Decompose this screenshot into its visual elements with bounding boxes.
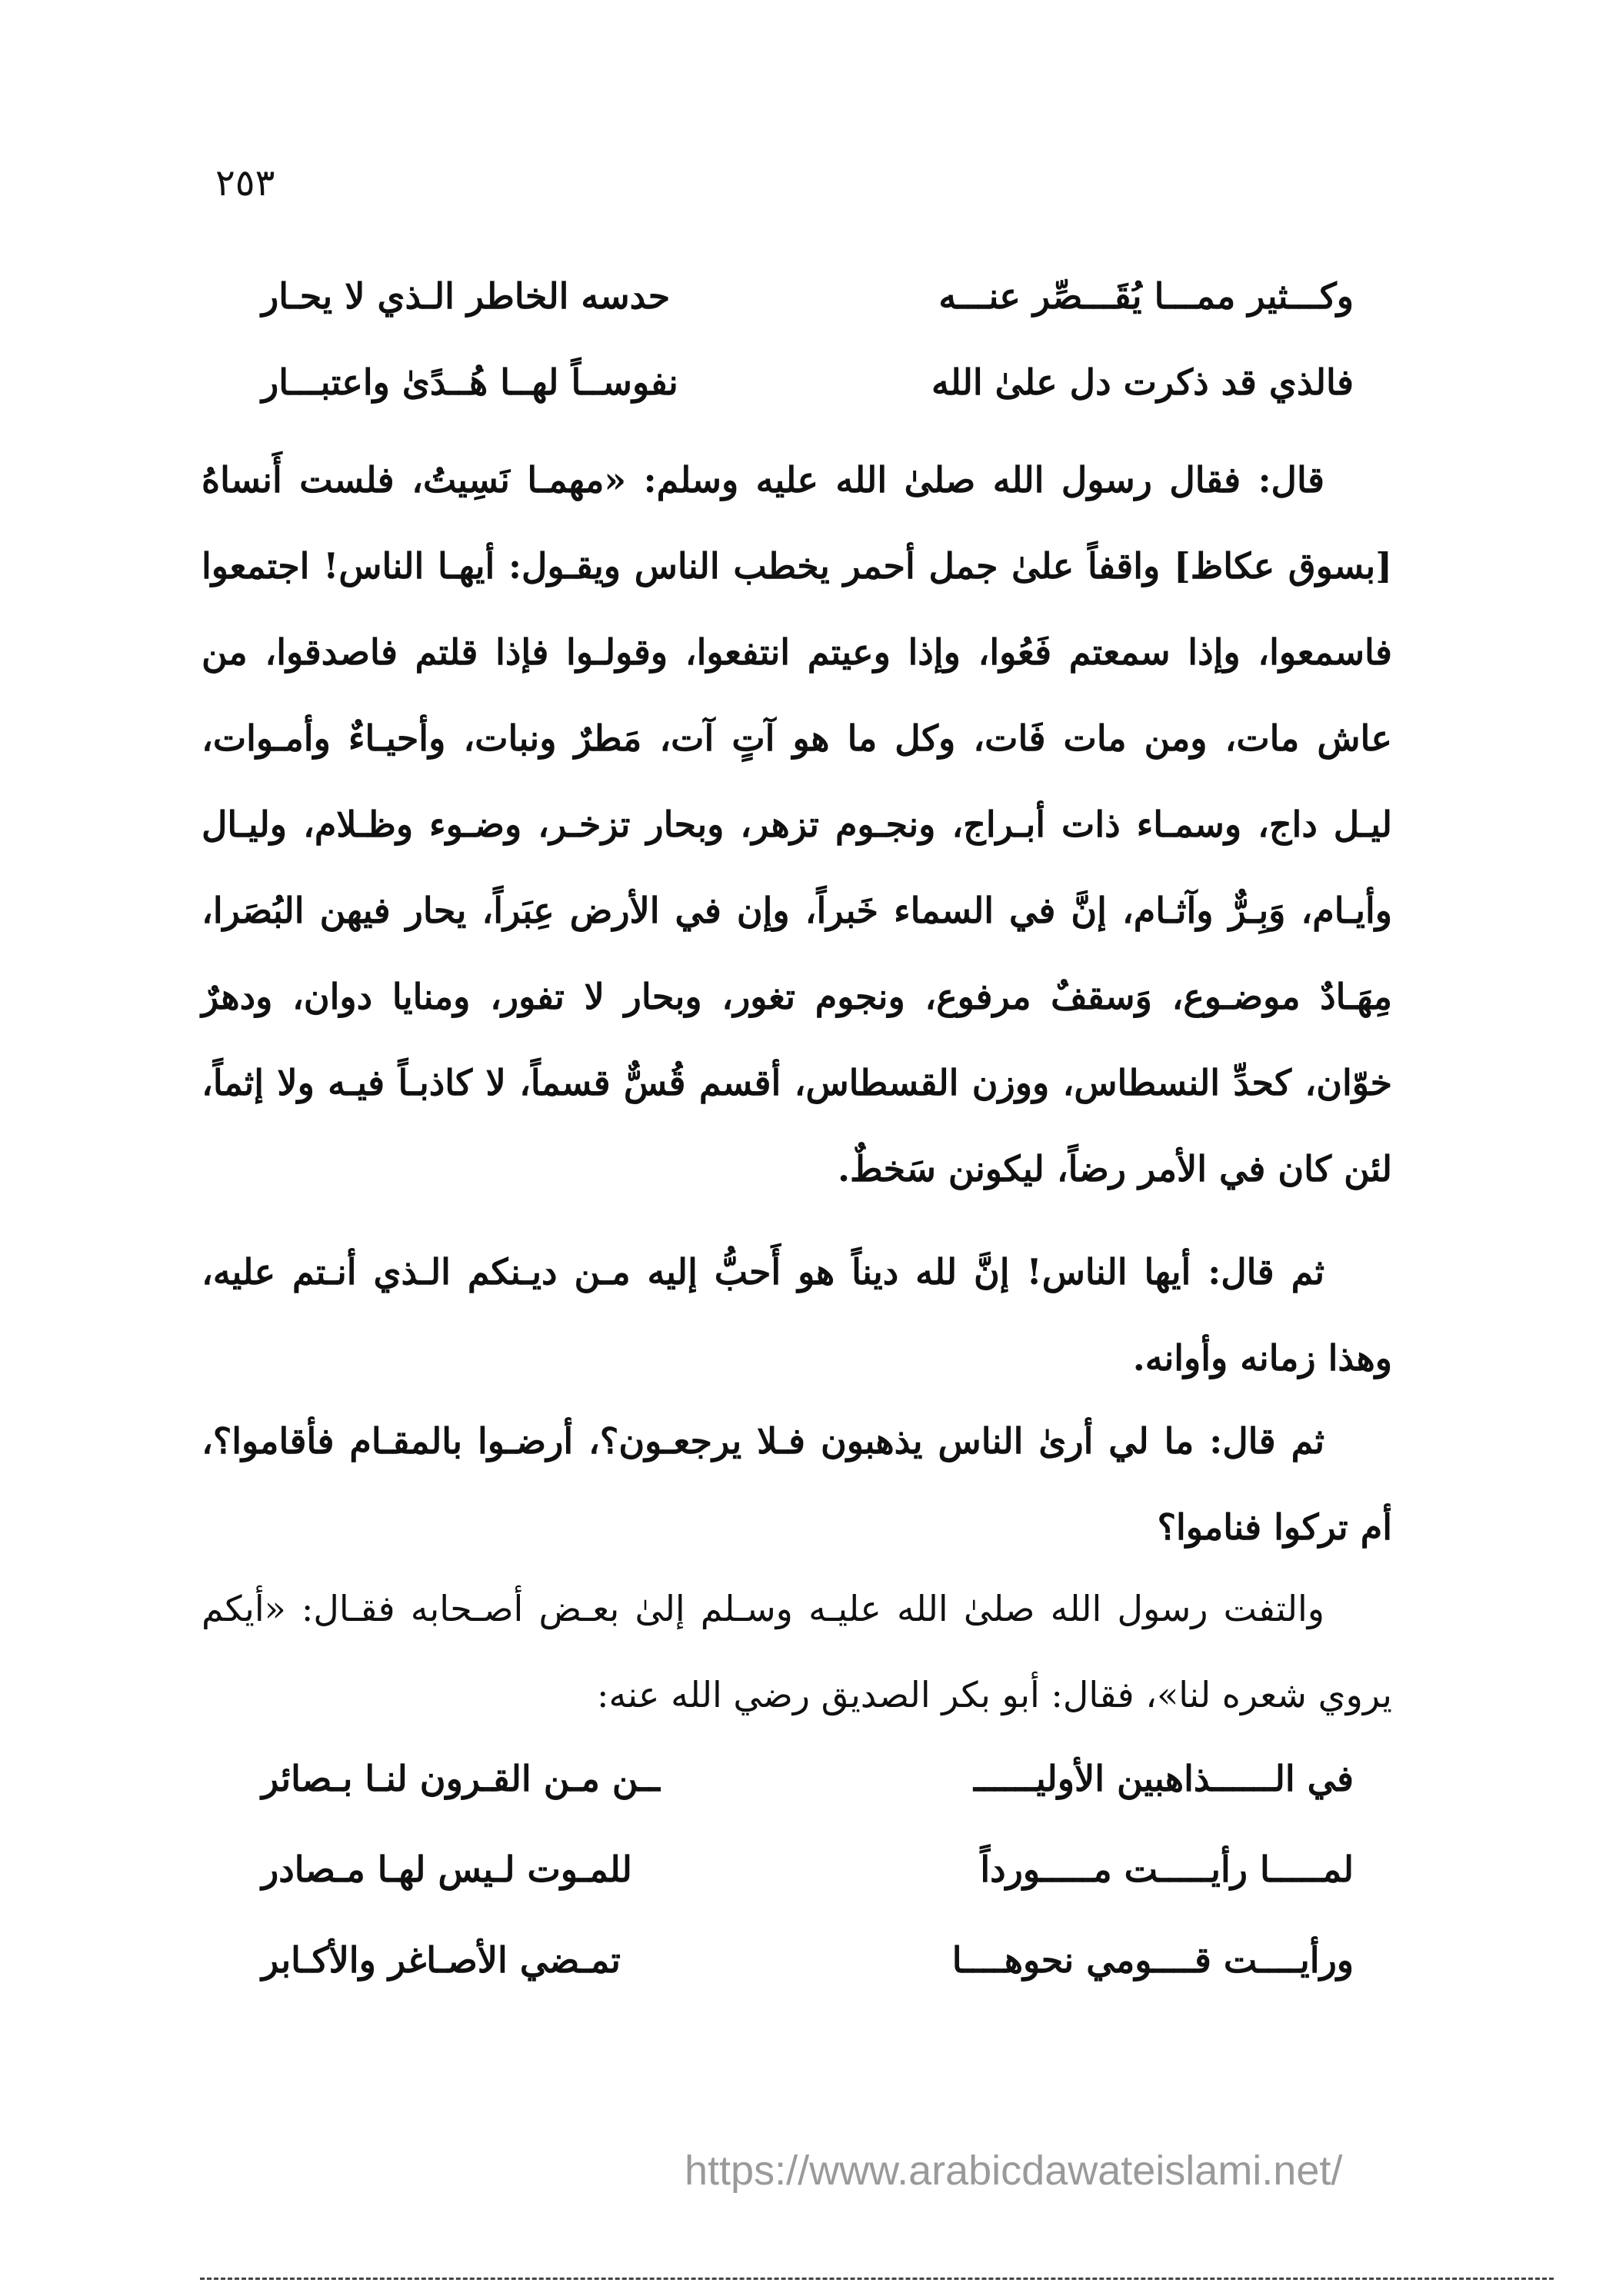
verse-line: [262, 275, 1354, 360]
page-number: ٢٥٣: [215, 161, 275, 205]
verse-line: [262, 1848, 1354, 1933]
verse-line: [262, 1758, 1354, 1842]
paragraph-religion: ثم قال: أيها الناس! إنَّ لله ديناً هو أَحبُّ إليه مـن ديـنكم الـذي أنـتم عليه، وهذا زمانه وأوانه.: [202, 1251, 1392, 1379]
verse-first-hemistich: ورأيــــت قــــومي نحوهــــا: [951, 1939, 1354, 1981]
prose-block: [202, 437, 1392, 1212]
verse-second-hemistich: تمـضي الأصـاغر والأكـابر: [262, 1939, 621, 1981]
prose-block: [202, 1229, 1392, 1401]
prose-block: [202, 1398, 1392, 1570]
verse-first-hemistich: فالذي قد ذكرت دل علىٰ الله: [931, 361, 1354, 403]
verse-second-hemistich: للمـوت لـيس لهـا مـصادر: [262, 1848, 632, 1890]
verse-second-hemistich: ــن مـن القـرون لنـا بـصائر: [262, 1758, 660, 1799]
verse-first-hemistich: لمـــــا رأيـــــت مـــــورداً: [980, 1848, 1354, 1890]
verse-line: [262, 1939, 1354, 2024]
paragraph-speech: قال: فقال رسول الله صلىٰ الله عليه وسلم: «مهمـا نَسِيتُ، فلست أَنساهُ [بسوق عكاظ] واقفاً علىٰ جمل أحمر يخطب الناس ويقـول: أيهـا الناس! اجتمعوا فاسمعوا، وإذا سمعتم فَعُوا، وإذا وعيتم انتفعوا، وقولـوا فإذا قلتم فاصدقوا، من عاش مات، ومن مات فَات، وكل ما هو آتٍ آت، مَطرٌ ونبات، وأحيـاءٌ وأمـوات، ليـل داج، وسمـاء ذات أبـراج، ونجـوم تزهر، وبحار تزخـر، وضـوء وظـلام، وليـال وأيـام، وَبِـرٌّ وآثـام، إنَّ في السماء خَبراً، وإن في الأرض عِبَراً، يحار فيهن البُصَرا، مِهَـادٌ موضـوع، وَسقفٌ مرفوع، ونجوم تغور، وبحار لا تفور، ومنايا دوان، ودهرٌ خوّان، كحدِّ النسطاس، ووزن القسطاس، أقسم قُسٌّ قسماً، لا كاذبـاً فيـه ولا إثماً، لئن كان في الأمر رضاً، ليكونن سَخطٌ.: [202, 459, 1392, 1190]
verse-second-hemistich: حدسه الخاطر الـذي لا يحـار: [262, 275, 671, 317]
source-url-watermark: https://www.arabicdawateislami.net/: [685, 2148, 1343, 2194]
prose-block: [202, 1566, 1392, 1738]
paragraph-turn: والتفت رسول الله صلىٰ الله عليـه وسـلم إلىٰ بعـض أصـحابه فقـال: «أيكم يروي شعره لنا»، فقال: أبو بكر الصديق رضي الله عنه:: [202, 1588, 1392, 1715]
verse-first-hemistich: في الــــــذاهبين الأوليــــــ: [974, 1758, 1354, 1799]
paragraph-question: ثم قال: ما لي أرىٰ الناس يذهبون فـلا يرجعـون؟، أرضـوا بالمقـام فأقاموا؟، أم تركوا فناموا؟: [202, 1420, 1392, 1548]
verse-first-hemistich: وكـــثير ممـــا يُقَـــصِّر عنـــه: [938, 275, 1354, 317]
footer-divider: [200, 2278, 1554, 2280]
verse-second-hemistich: نفوســاً لهــا هُــدًىٰ واعتبـــار: [262, 361, 678, 403]
verse-line: [262, 361, 1354, 446]
